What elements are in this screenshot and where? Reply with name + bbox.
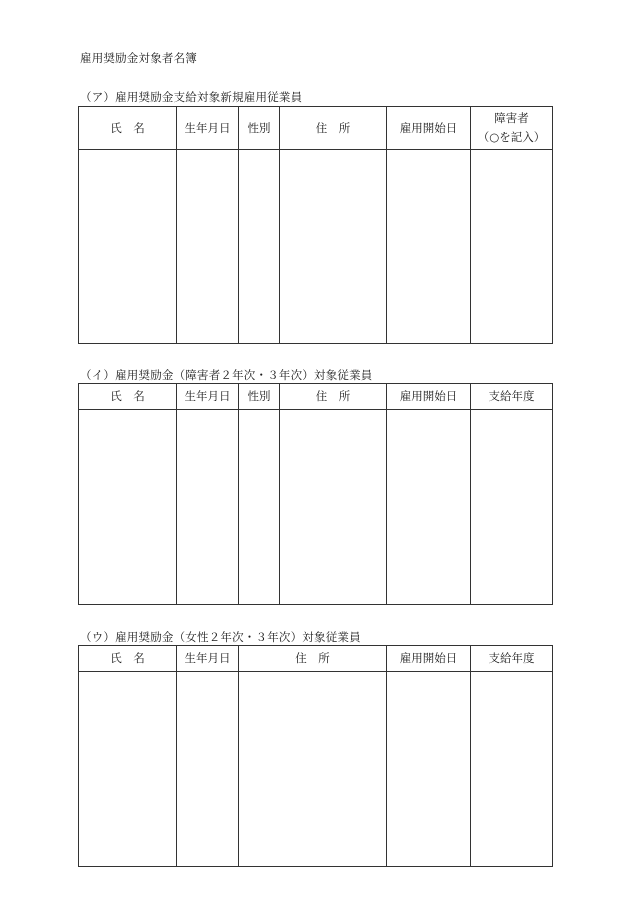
header-payment-year: 支給年度 (471, 646, 553, 672)
cell-birthdate[interactable] (177, 672, 239, 867)
section-a-table (78, 106, 553, 344)
table-row (79, 150, 553, 344)
table-header-row (79, 107, 553, 150)
header-disability (471, 107, 553, 150)
cell-gender[interactable] (239, 150, 280, 344)
section-b-title: （イ）雇用奨励金（障害者２年次・３年次）対象従業員 (80, 368, 373, 382)
cell-disability[interactable] (471, 150, 553, 344)
header-birthdate: 生年月日 (177, 107, 239, 150)
cell-payment-year[interactable] (471, 410, 553, 605)
header-employment-start: 雇用開始日 (387, 107, 471, 150)
page-title: 雇用奨励金対象者名簿 (80, 51, 197, 65)
cell-payment-year[interactable] (471, 672, 553, 867)
cell-address[interactable] (239, 672, 387, 867)
header-employment-start: 雇用開始日 (387, 384, 471, 410)
table-row (79, 672, 553, 867)
cell-gender[interactable] (239, 410, 280, 605)
header-address: 住 所 (280, 107, 387, 150)
header-disability-note: （○を記入） (477, 130, 546, 144)
header-gender: 性別 (239, 384, 280, 410)
cell-birthdate[interactable] (177, 150, 239, 344)
cell-name[interactable] (79, 410, 177, 605)
section-c-table (78, 645, 553, 867)
header-payment-year: 支給年度 (471, 384, 553, 410)
header-address: 住 所 (239, 646, 387, 672)
cell-address[interactable] (280, 410, 387, 605)
cell-name[interactable] (79, 672, 177, 867)
cell-birthdate[interactable] (177, 410, 239, 605)
section-a-title: （ア）雇用奨励金支給対象新規雇用従業員 (80, 90, 303, 104)
cell-address[interactable] (280, 150, 387, 344)
header-gender: 性別 (239, 107, 280, 150)
table-row (79, 410, 553, 605)
table-header-row (79, 646, 553, 672)
header-name: 氏 名 (79, 107, 177, 150)
header-employment-start: 雇用開始日 (387, 646, 471, 672)
header-birthdate: 生年月日 (177, 384, 239, 410)
header-address: 住 所 (280, 384, 387, 410)
header-birthdate: 生年月日 (177, 646, 239, 672)
cell-employment-start[interactable] (387, 410, 471, 605)
table-header-row (79, 384, 553, 410)
section-b-table (78, 383, 553, 605)
section-c-title: （ウ）雇用奨励金（女性２年次・３年次）対象従業員 (80, 630, 361, 644)
cell-employment-start[interactable] (387, 672, 471, 867)
header-disability-label: 障害者 (494, 111, 529, 125)
cell-name[interactable] (79, 150, 177, 344)
cell-employment-start[interactable] (387, 150, 471, 344)
header-name: 氏 名 (79, 384, 177, 410)
header-name: 氏 名 (79, 646, 177, 672)
